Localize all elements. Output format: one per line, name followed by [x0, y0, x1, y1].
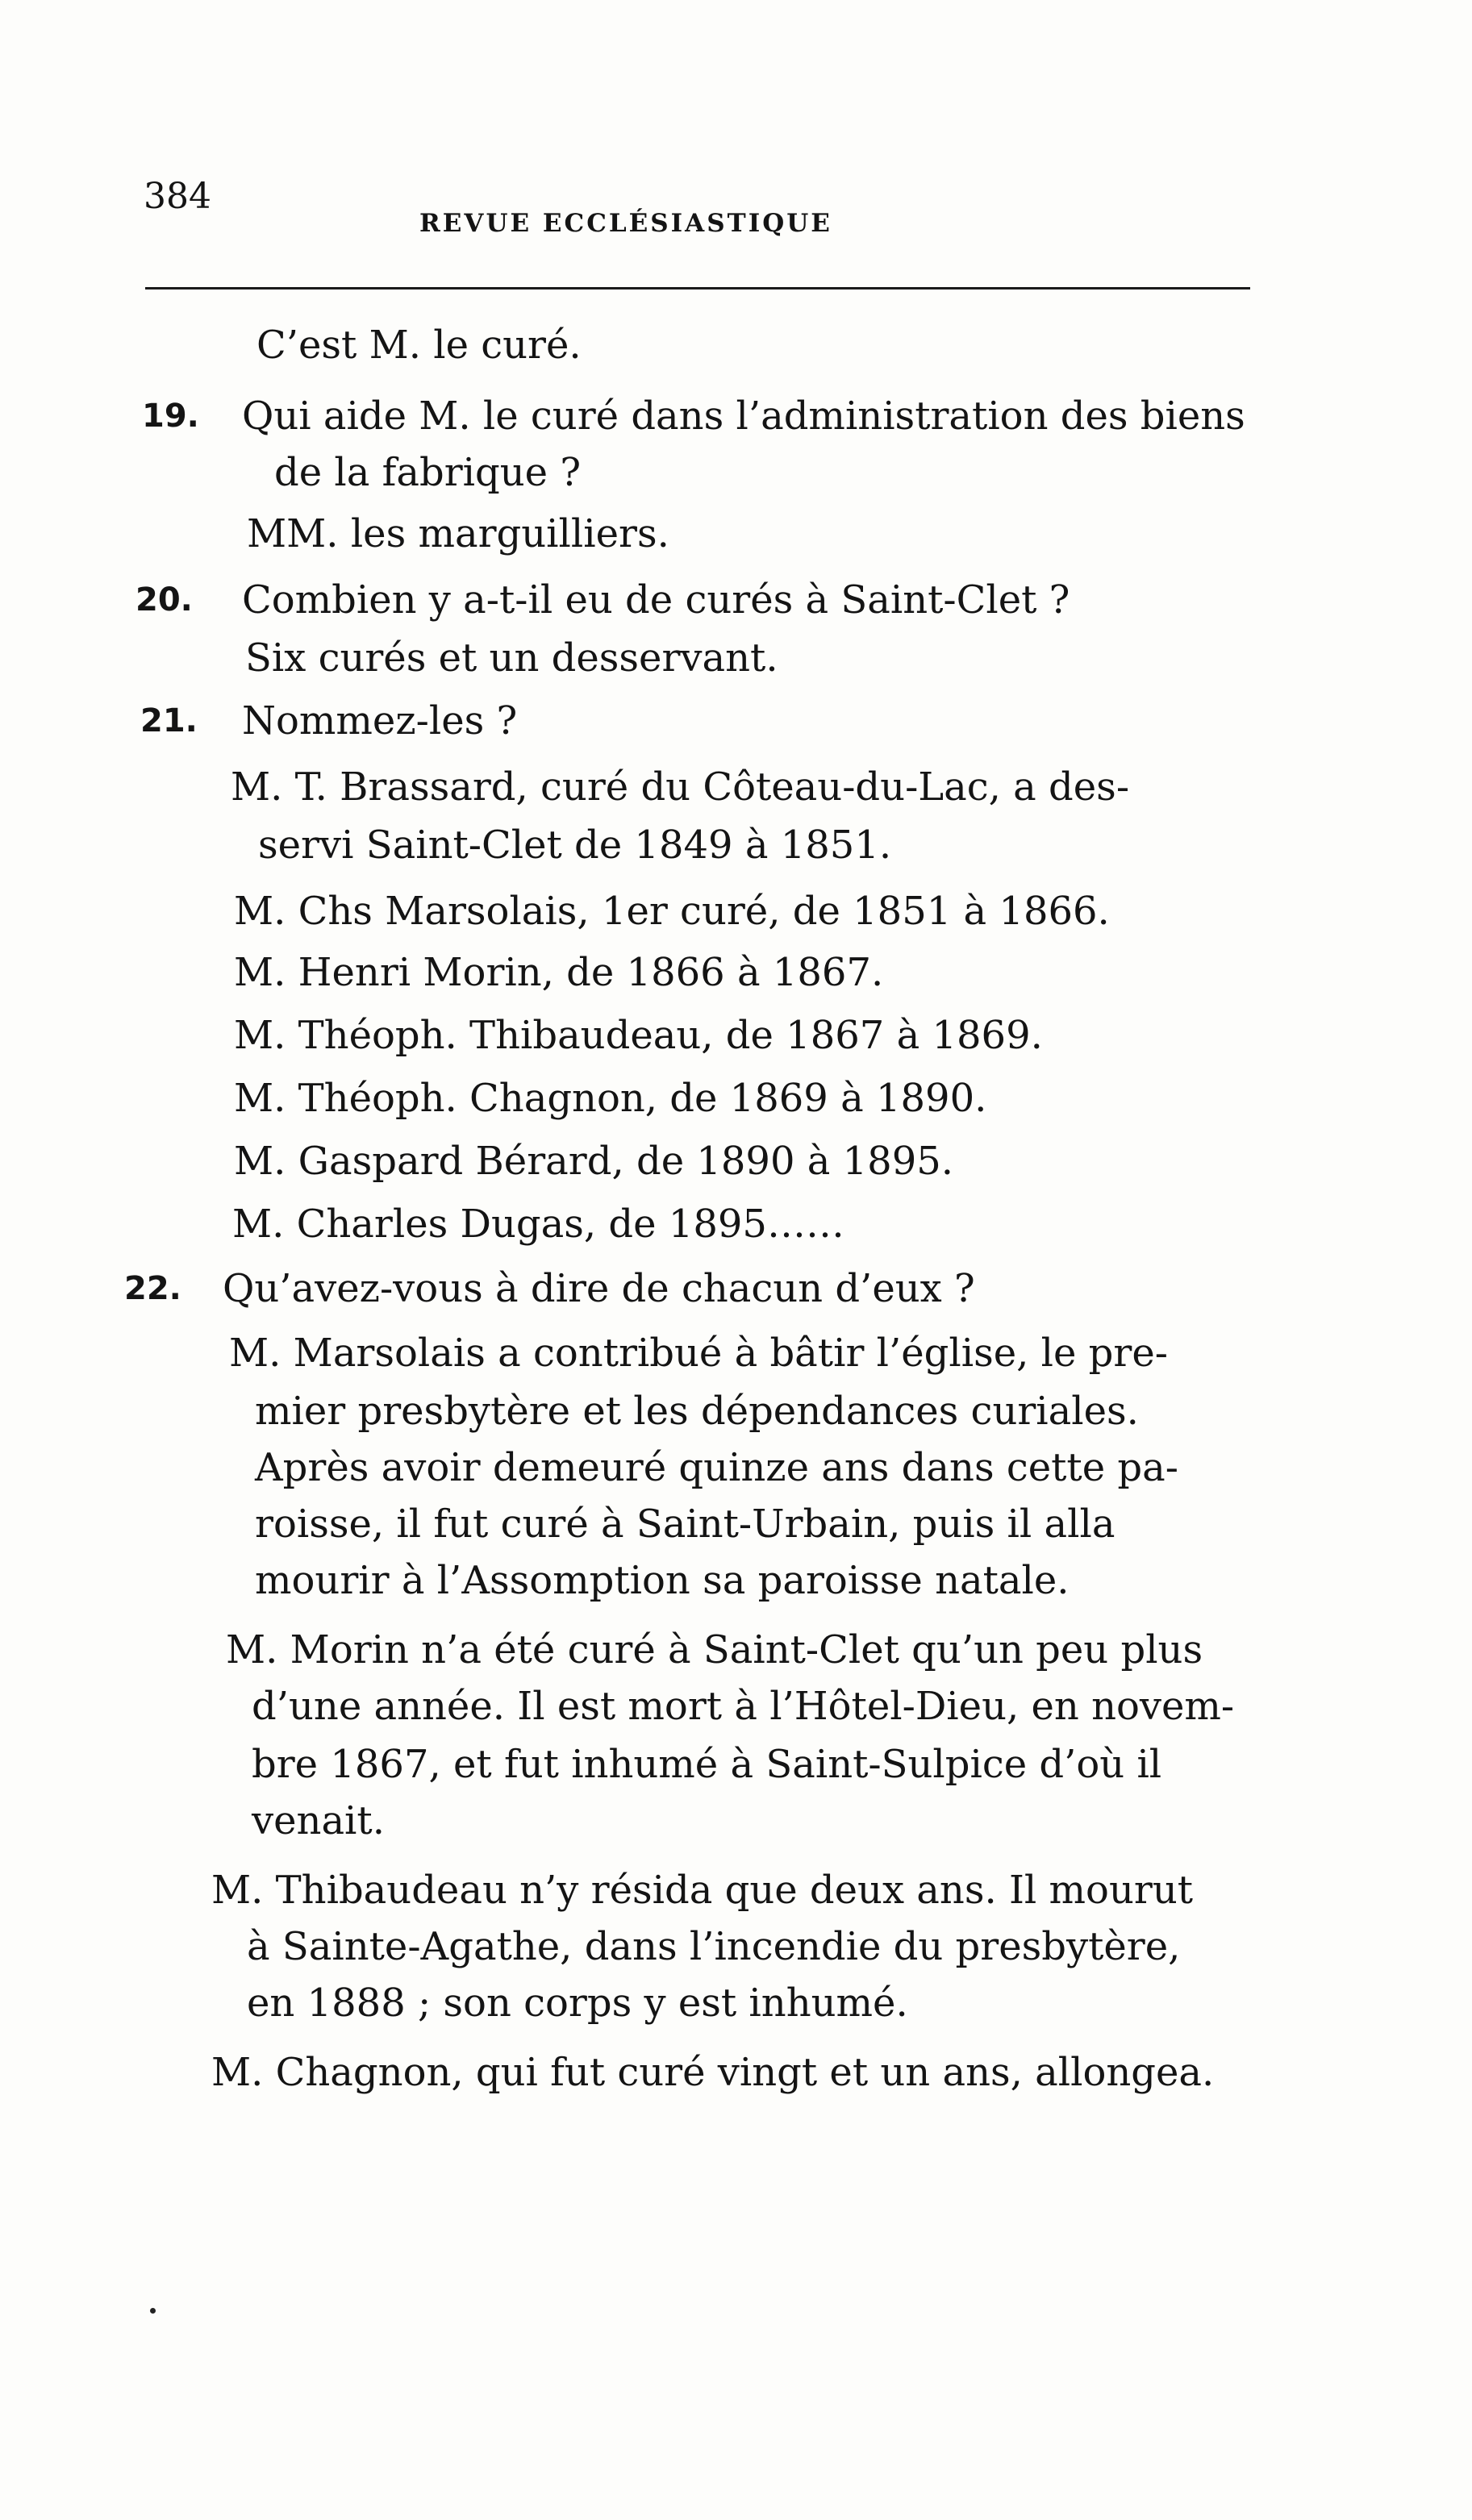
- answer-text: à Sainte-Agathe, dans l’incendie du presbytère,: [247, 1924, 1181, 1969]
- answer-text: Après avoir demeuré quinze ans dans cette pa-: [255, 1445, 1178, 1490]
- answer-text: Six curés et un desservant.: [245, 635, 778, 681]
- question-number: 20.: [136, 581, 193, 619]
- answer-text: roisse, il fut curé à Saint-Urbain, puis il alla: [255, 1502, 1115, 1547]
- answer-text: mourir à l’Assomption sa paroisse natale.: [255, 1558, 1070, 1603]
- running-title: REVUE ECCLÉSIASTIQUE: [419, 209, 832, 238]
- answer-text: M. Théoph. Thibaudeau, de 1867 à 1869.: [234, 1013, 1043, 1058]
- answer-text: M. Thibaudeau n’y résida que deux ans. Il mourut: [211, 1868, 1194, 1913]
- question-number: 19.: [142, 398, 199, 435]
- answer-text: en 1888 ; son corps y est inhumé.: [247, 1981, 908, 2026]
- answer-text: M. Chs Marsolais, 1er curé, de 1851 à 1866.: [234, 889, 1110, 934]
- answer-text: M. Chagnon, qui fut curé vingt et un ans, allongea.: [211, 2050, 1215, 2095]
- question-number: 22.: [124, 1270, 181, 1307]
- text-line: C’est M. le curé.: [256, 323, 582, 368]
- header-rule: [145, 287, 1250, 289]
- answer-text: M. Henri Morin, de 1866 à 1867.: [234, 950, 884, 995]
- question-text: Qui aide M. le curé dans l’administration des biens: [242, 394, 1245, 439]
- answer-text: M. Gaspard Bérard, de 1890 à 1895.: [234, 1139, 954, 1184]
- question-text: Combien y a-t-il eu de curés à Saint-Clet ?: [242, 577, 1070, 623]
- ink-speck: [150, 2308, 156, 2314]
- answer-text: M. Théoph. Chagnon, de 1869 à 1890.: [234, 1076, 987, 1121]
- answer-text: bre 1867, et fut inhumé à Saint-Sulpice d’où il: [252, 1742, 1162, 1787]
- question-number: 21.: [140, 702, 198, 739]
- question-text: Qu’avez-vous à dire de chacun d’eux ?: [223, 1266, 975, 1311]
- answer-text: M. T. Brassard, curé du Côteau-du-Lac, a des-: [231, 764, 1130, 810]
- answer-text: M. Marsolais a contribué à bâtir l’église, le pre-: [229, 1331, 1168, 1376]
- answer-text: M. Charles Dugas, de 1895……: [232, 1202, 844, 1247]
- question-text: Nommez-les ?: [242, 698, 518, 744]
- answer-text: MM. les marguilliers.: [247, 511, 669, 556]
- answer-text: servi Saint-Clet de 1849 à 1851.: [258, 823, 892, 868]
- answer-text: mier presbytère et les dépendances curiales.: [255, 1389, 1139, 1434]
- answer-text: M. Morin n’a été curé à Saint-Clet qu’un peu plus: [226, 1627, 1203, 1672]
- answer-text: venait.: [252, 1798, 385, 1843]
- question-text: de la fabrique ?: [274, 450, 582, 495]
- page-number: 384: [144, 176, 211, 217]
- answer-text: d’une année. Il est mort à l’Hôtel-Dieu, en novem-: [252, 1684, 1235, 1729]
